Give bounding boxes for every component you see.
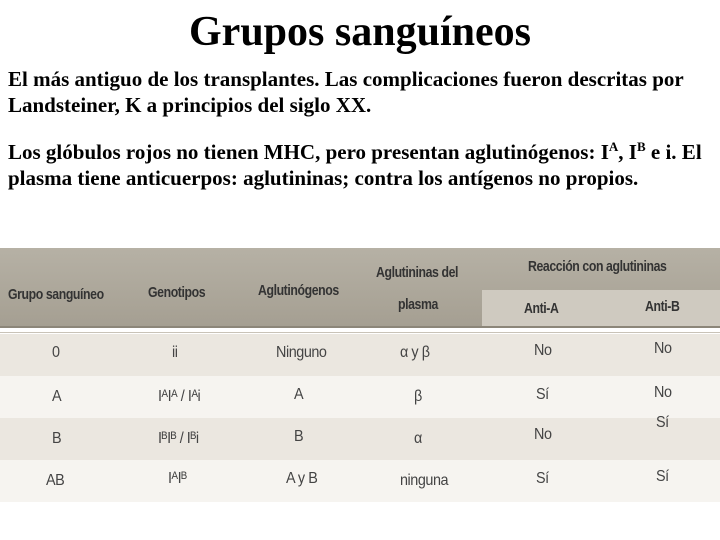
cell-aglutininas: α y β: [400, 344, 430, 361]
antigens-text-part2: , I: [618, 140, 637, 164]
header-grupo: Grupo sanguíneo: [8, 286, 104, 303]
cell-anti-b: Sí: [656, 414, 669, 431]
cell-genotipo: IᴬIᴬ / Iᴬi: [158, 388, 201, 405]
cell-genotipo: IᴬIᴮ: [168, 470, 187, 487]
cell-genotipo: ii: [172, 344, 178, 361]
cell-anti-a: Sí: [536, 470, 549, 487]
table-subheader-band: [482, 290, 720, 326]
header-aglutinogenos: Aglutinógenos: [258, 282, 339, 299]
cell-aglutinogeno: A: [294, 386, 304, 403]
table-row-bg: [0, 418, 720, 460]
cell-anti-b: Sí: [656, 468, 669, 485]
antigens-text-part3: e i. El plasma tiene anticuerpos: aglutininas; contra los antígenos no propios.: [8, 140, 702, 190]
table-row-bg: [0, 460, 720, 502]
header-anti-b: Anti-B: [645, 298, 680, 315]
antigens-paragraph: [8, 139, 714, 191]
antigens-text-part1: Los glóbulos rojos no tienen MHC, pero presentan aglutinógenos: I: [8, 140, 609, 164]
blood-groups-table: [0, 248, 720, 510]
cell-aglutininas: α: [414, 430, 422, 447]
cell-aglutinogeno: B: [294, 428, 304, 445]
page-title: Grupos sanguíneos: [189, 9, 531, 55]
cell-aglutininas: ninguna: [400, 472, 449, 489]
cell-grupo: 0: [52, 344, 60, 361]
header-anti-a: Anti-A: [524, 300, 559, 317]
table-row-bg: [0, 334, 720, 376]
header-reaccion: Reacción con aglutininas: [528, 258, 667, 275]
superscript-a: A: [608, 139, 619, 154]
header-aglutininas-line1: Aglutininas del: [376, 264, 459, 281]
header-genotipos: Genotipos: [148, 284, 206, 301]
cell-anti-b: No: [654, 384, 672, 401]
superscript-b: B: [636, 139, 646, 154]
header-rule-thin: [0, 332, 720, 333]
header-aglutininas-line2: plasma: [398, 296, 438, 313]
cell-grupo: AB: [46, 472, 65, 489]
intro-paragraph: El más antiguo de los transplantes. Las complicaciones fueron descritas por Landsteiner, K a principios del siglo XX.: [8, 67, 684, 117]
cell-anti-a: No: [534, 426, 552, 443]
cell-grupo: B: [52, 430, 62, 447]
table-row-bg: [0, 376, 720, 418]
cell-anti-b: No: [654, 340, 672, 357]
cell-grupo: A: [52, 388, 62, 405]
cell-anti-a: No: [534, 342, 552, 359]
cell-aglutininas: β: [414, 388, 422, 405]
header-rule: [0, 326, 720, 328]
cell-aglutinogeno: Ninguno: [276, 344, 327, 361]
cell-genotipo: IᴮIᴮ / Iᴮi: [158, 430, 199, 447]
cell-anti-a: Sí: [536, 386, 549, 403]
cell-aglutinogeno: A y B: [286, 470, 318, 487]
